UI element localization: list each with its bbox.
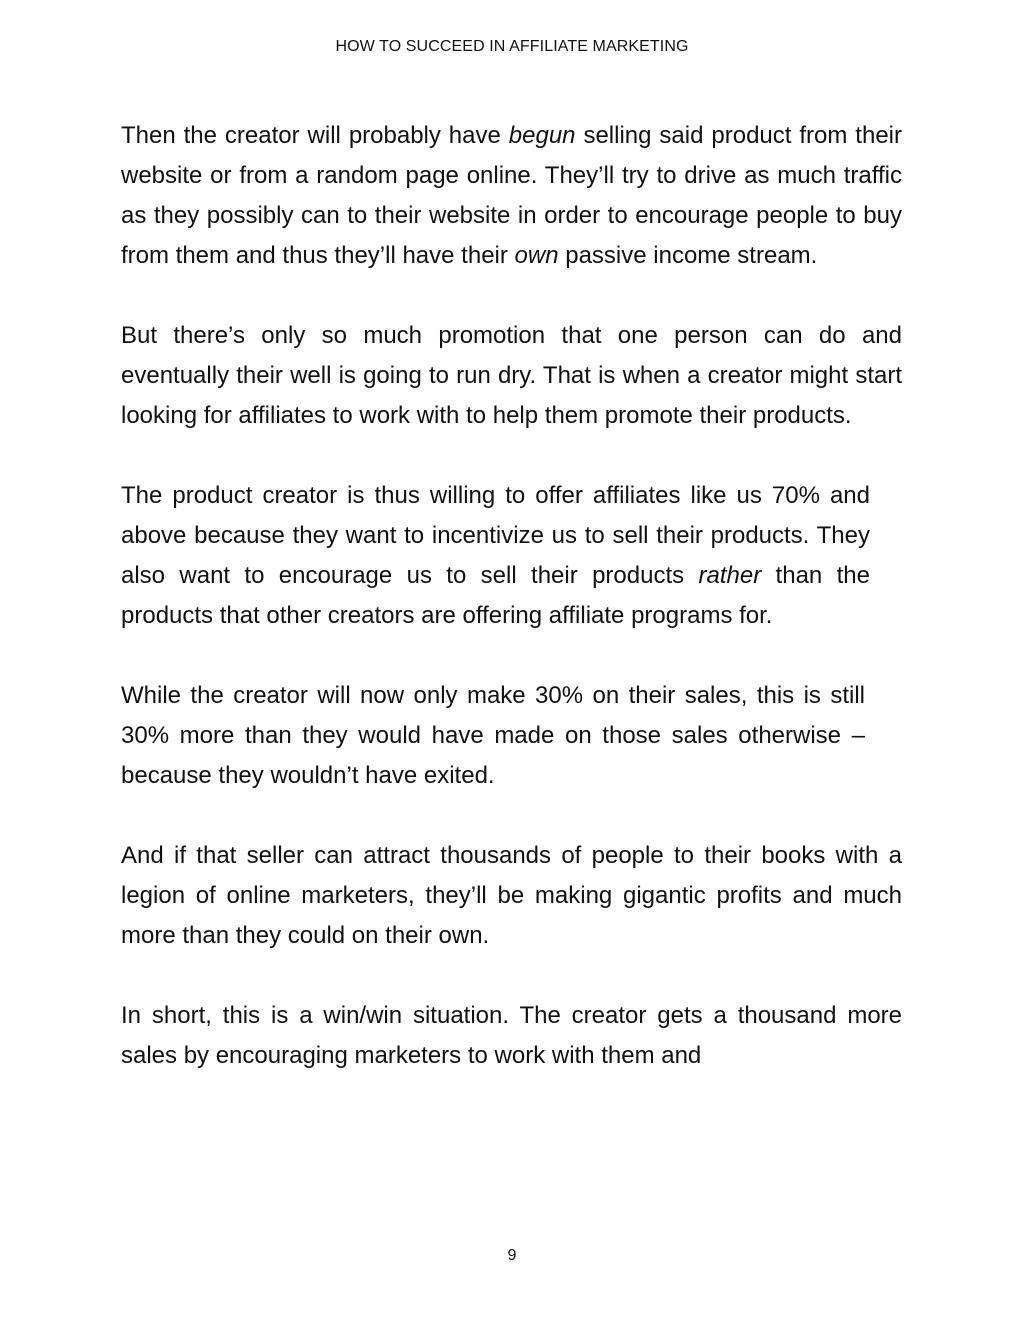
paragraph-1-emphasis-own: own [514,242,559,269]
paragraph-4: While the creator will now only make 30% on their sales, this is still 30% more than they would have made on those sales otherwise – because they wouldn’t have exited. [121,682,865,789]
paragraph-3-text-b: than the products that other creators are offering affiliate programs for. [121,562,870,629]
paragraph-5: And if that seller can attract thousands of people to their books with a legion of online marketers, they’ll be making gigantic profits and much more than they could on their own. [121,842,902,949]
paragraph-3 [121,476,870,636]
running-header: HOW TO SUCCEED IN AFFILIATE MARKETING [335,38,689,55]
paragraph-1 [121,116,902,276]
paragraph-1-text-a: Then the creator will probably have [121,122,509,149]
paragraph-2: But there’s only so much promotion that one person can do and eventually their well is going to run dry. That is when a creator might start looking for affiliates to work with to help them promote their products. [121,322,902,429]
paragraph-1-text-c: passive income stream. [558,242,818,269]
paragraph-3-emphasis-rather: rather [698,562,762,589]
page-number: 9 [507,1247,517,1264]
page-body [121,116,902,1076]
paragraph-6: In short, this is a win/win situation. The creator gets a thousand more sales by encouraging marketers to work with them and [121,1002,902,1069]
paragraph-1-text-b: selling said product from their website or from a random page online. They’ll try to drive as much traffic as they possibly can to their website in order to encourage people to buy from them and thus they’ll have their [121,122,902,269]
paragraph-3-text-a: The product creator is thus willing to offer affiliates like us 70% and above because they want to incentivize us to sell their products. They also want to encourage us to sell their products [121,482,870,589]
paragraph-1-emphasis-begun: begun [508,122,576,149]
